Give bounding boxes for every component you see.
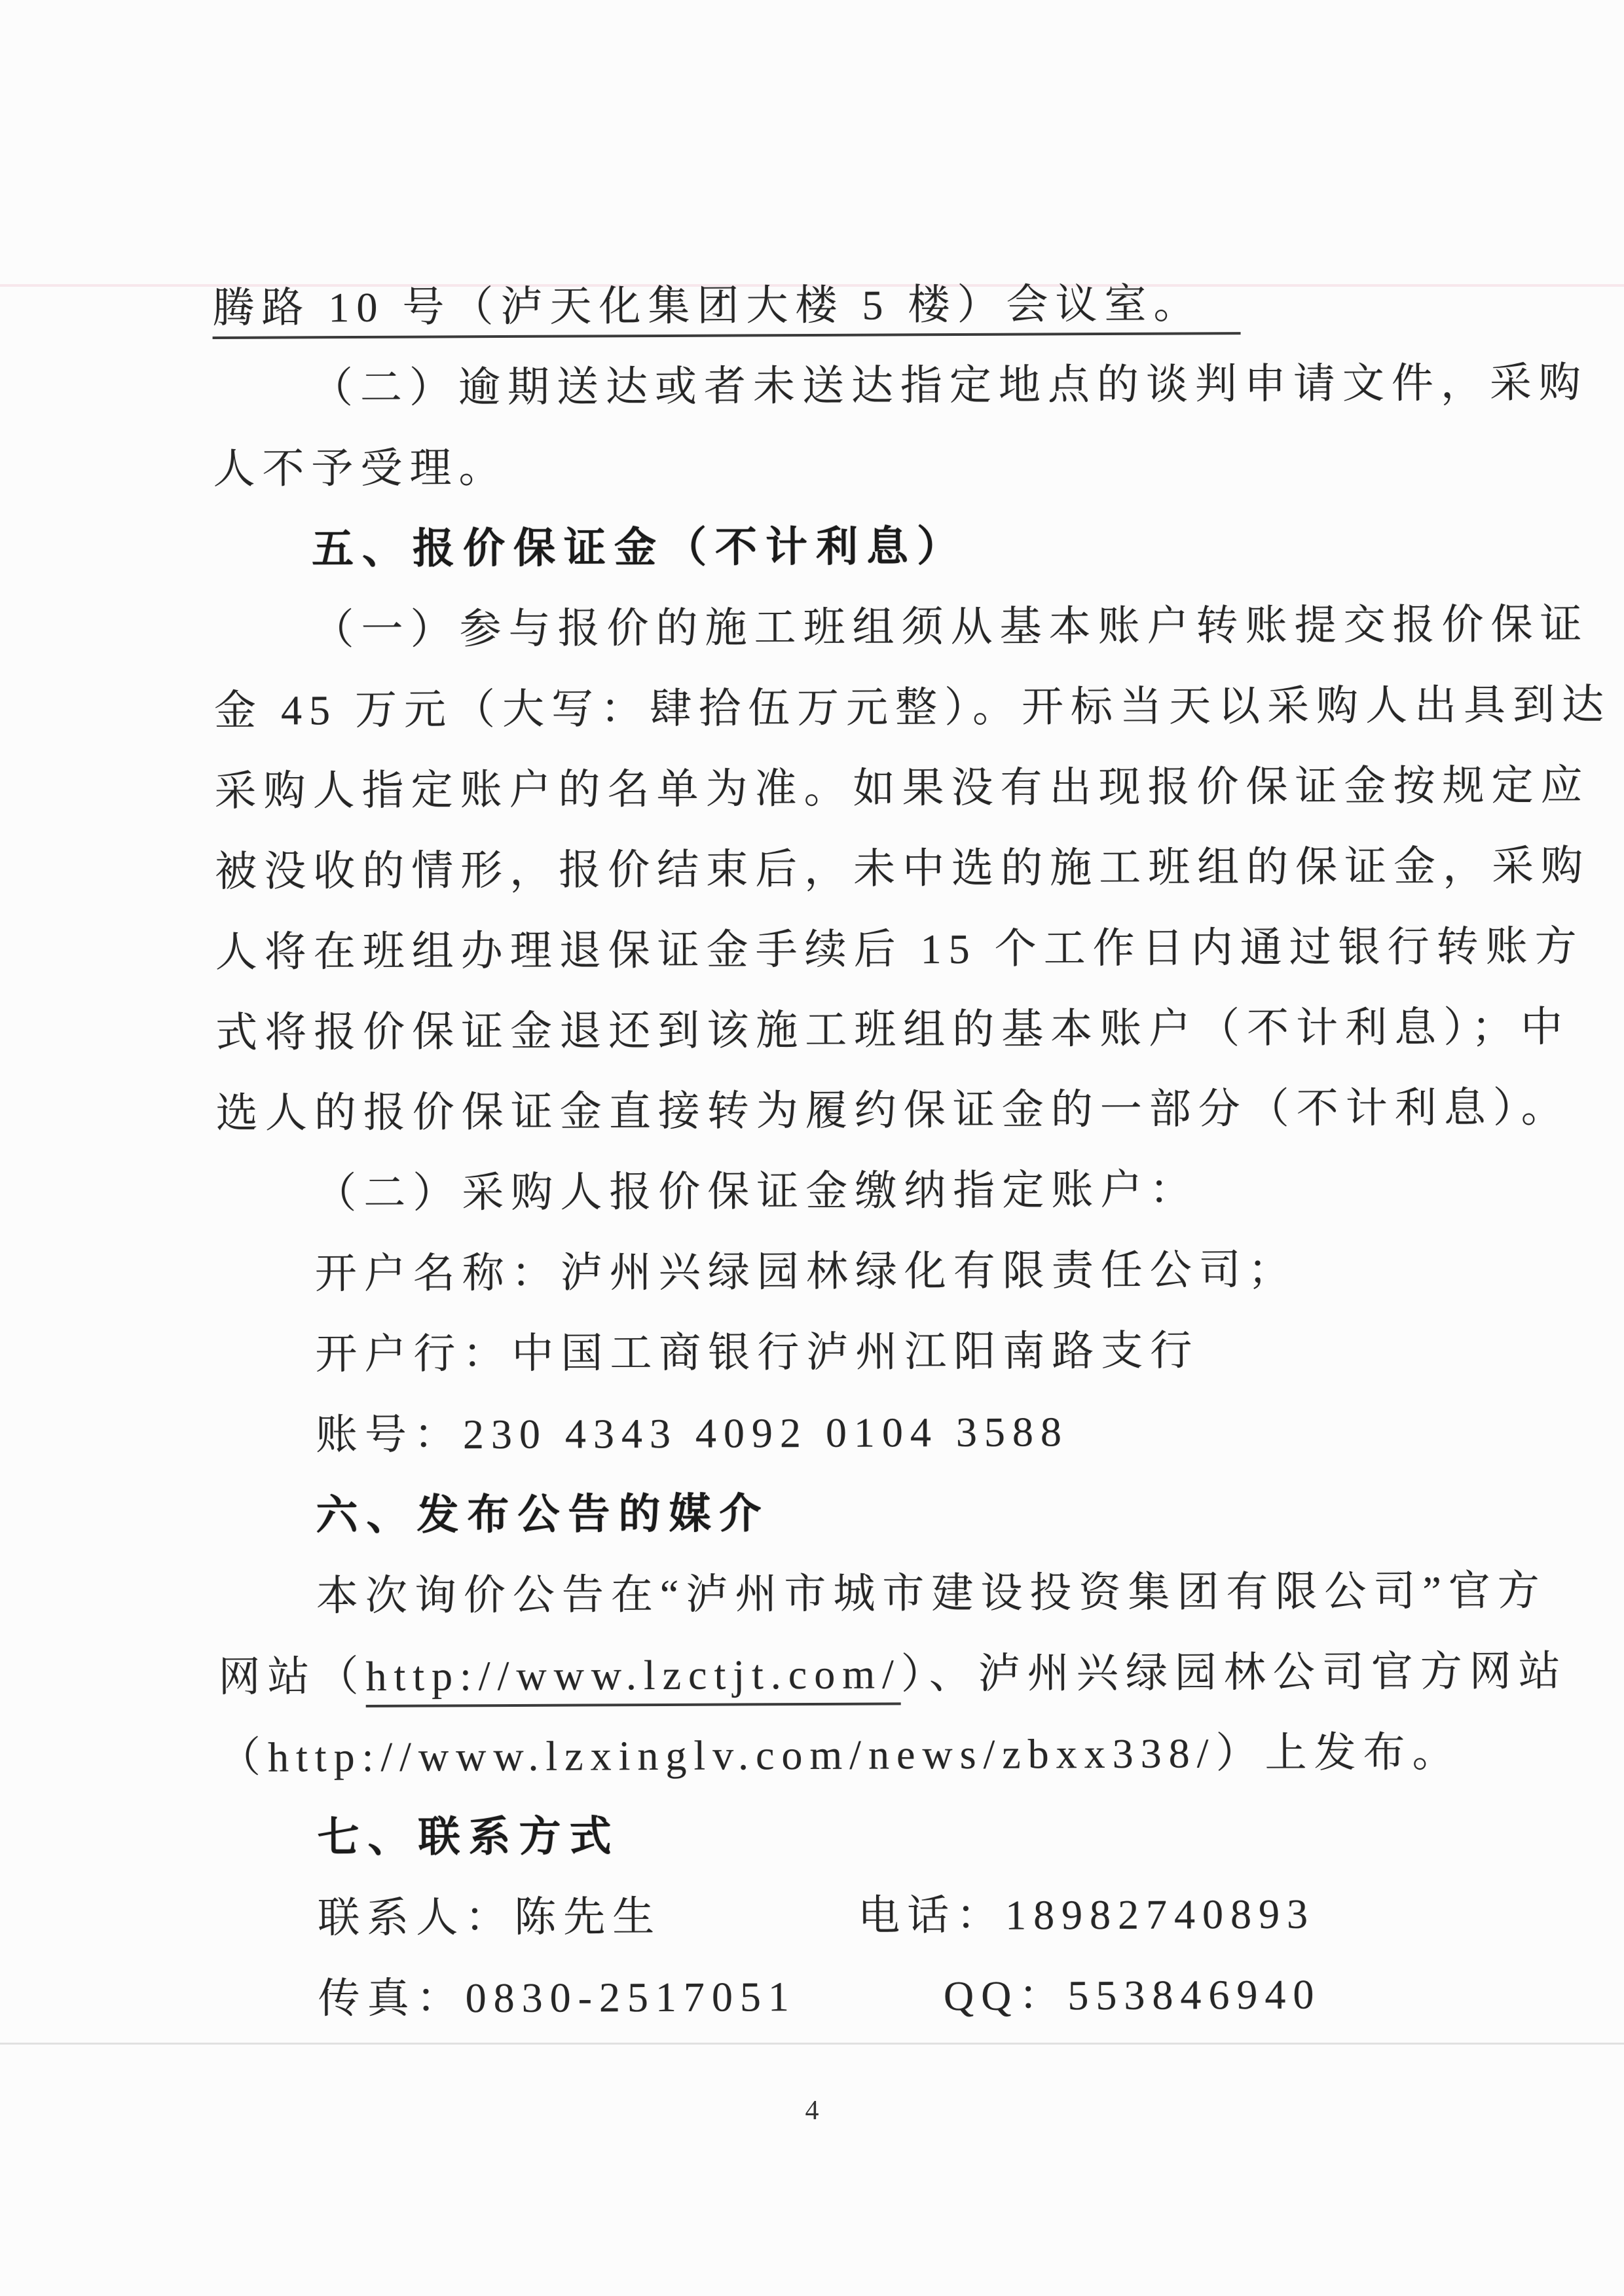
text-segment: 开户名称：泸州兴绿园林绿化有限责任公司；	[314, 1246, 1297, 1298]
text-segment: 账号：230 4343 4092 0104 3588	[315, 1408, 1069, 1459]
line-sec6-2	[218, 1631, 1568, 1717]
text-segment: 开户行：中国工商银行泸州江阳南路支行	[315, 1327, 1200, 1378]
line-sec5-p1-1	[213, 585, 1589, 670]
heading-section5	[213, 504, 1399, 590]
line-sec5-p1-4	[214, 826, 1591, 912]
text-segment: 人不予受理。	[213, 444, 508, 492]
underlined-text: 腾路 10 号（泸天化集团大楼 5 楼）会议室。	[212, 280, 1240, 339]
line-account-name	[217, 1229, 1403, 1315]
text-segment: 人将在班组办理退保证金手续后 15 个工作日内通过银行转账方	[215, 922, 1584, 975]
document-body	[212, 263, 1612, 2039]
line-sec6-1	[218, 1551, 1547, 1637]
line-sec5-p1-7	[215, 1068, 1570, 1154]
text-segment: 采购人指定账户的名单为准。如果没有出现报价保证金按规定应	[214, 761, 1590, 814]
line-account-number	[217, 1390, 1403, 1476]
line-sec5-p2	[216, 1148, 1402, 1234]
line-venue	[212, 263, 1398, 348]
line-sec5-p1-2	[213, 665, 1612, 751]
line-sec5-p1-6	[215, 987, 1570, 1073]
text-segment: （http://www.lzxinglv.com/news/zbxx338/）上发布。	[218, 1728, 1462, 1781]
scan-streak-bottom	[0, 2043, 1624, 2045]
line-sec5-p1-5	[215, 907, 1584, 993]
text-segment: 金 45 万元（大写：肆拾伍万元整）。开标当天以采购人出具到达	[213, 681, 1612, 734]
page-number: 4	[805, 2096, 819, 2126]
line-sec6-3	[218, 1712, 1462, 1798]
text-segment: 六、发布公告的媒介	[316, 1490, 770, 1539]
line-fax-qq	[219, 1954, 1405, 2039]
text-segment: （一）参与报价的施工班组须从基本账户转账提交报价保证	[312, 600, 1589, 653]
text-segment: 选人的报价保证金直接转为履约保证金的一部分（不计利息）。	[215, 1084, 1570, 1137]
line-contact-phone	[219, 1873, 1405, 1959]
underlined-text: http://www.lzctjt.com/	[365, 1650, 901, 1707]
text-segment: （二）逾期送达或者未送达指定地点的谈判申请文件，采购	[310, 359, 1589, 412]
line-bank-branch	[217, 1309, 1403, 1395]
text-segment: 传真：0830-2517051 QQ：553846940	[318, 1971, 1321, 2022]
text-segment: 被没收的情形，报价结束后，未中选的施工班组的保证金，采购	[214, 842, 1591, 895]
text-segment: 网站（	[218, 1652, 366, 1700]
text-segment: 式将报价保证金退还到该施工班组的基本账户（不计利息）；中	[215, 1003, 1570, 1056]
line-sec4-p2-2	[213, 424, 1399, 509]
text-segment: ）、泸州兴绿园林公司官方网站	[900, 1647, 1568, 1698]
text-segment: 本次询价公告在“泸州市城市建设投资集团有限公司”官方	[316, 1567, 1547, 1620]
text-segment: 联系人：陈先生 电话：18982740893	[317, 1890, 1316, 1942]
text-segment: 七、联系方式	[317, 1813, 620, 1861]
heading-section6	[217, 1470, 1403, 1556]
line-sec5-p1-3	[214, 746, 1590, 831]
line-sec4-p2-1	[213, 343, 1589, 429]
text-segment: 五、报价保证金（不计利息）	[311, 522, 968, 573]
heading-section7	[219, 1793, 1405, 1878]
text-segment: （二）采购人报价保证金缴纳指定账户：	[314, 1166, 1199, 1217]
